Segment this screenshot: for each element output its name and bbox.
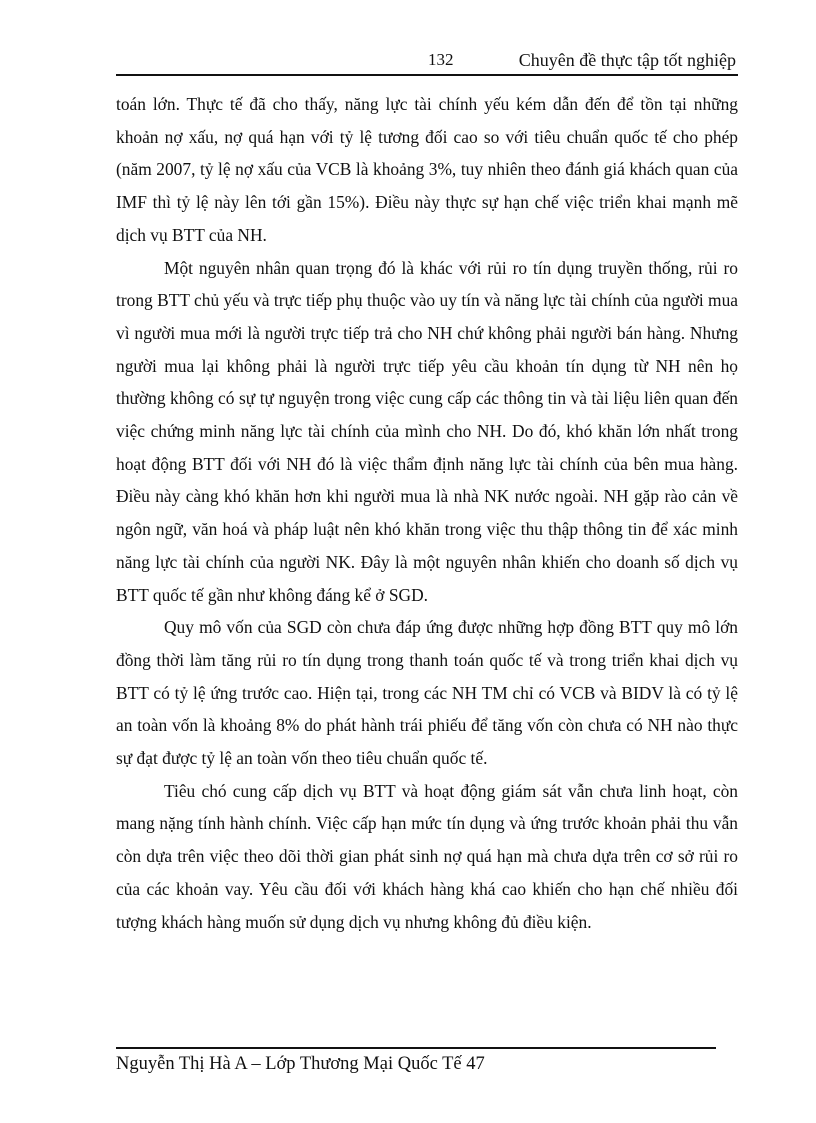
footer-author-line: Nguyễn Thị Hà A – Lớp Thương Mại Quốc Tế 47	[116, 1054, 485, 1074]
paragraph: Quy mô vốn của SGD còn chưa đáp ứng được những hợp đồng BTT quy mô lớn đồng thời làm tăng rủi ro tín dụng trong thanh toán quốc tế và trong triển khai dịch vụ BTT có tỷ lệ ứng trước cao. Hiện tại, trong các NH TM chỉ có VCB và BIDV là có tỷ lệ an toàn vốn là khoảng 8% do phát hành trái phiếu để tăng vốn còn chưa có NH nào thực sự đạt được tỷ lệ an toàn vốn theo tiêu chuẩn quốc tế.	[116, 617, 738, 769]
body-text	[116, 88, 738, 938]
page-number: 132	[428, 50, 454, 69]
paragraph: Một nguyên nhân quan trọng đó là khác với rủi ro tín dụng truyền thống, rủi ro trong BTT chủ yếu và trực tiếp phụ thuộc vào uy tín và năng lực tài chính của người mua vì người mua mới là người trực tiếp trả cho NH chứ không phải người bán hàng. Nhưng người mua lại không phải là người trực tiếp yêu cầu khoản tín dụng từ NH nên họ thường không có sự tự nguyện trong việc cung cấp các thông tin và tài liệu liên quan đến việc chứng minh năng lực tài chính của mình cho NH. Do đó, khó khăn lớn nhất trong hoạt động BTT đối với NH đó là việc thẩm định năng lực tài chính của bên mua hàng. Điều này càng khó khăn hơn khi người mua là nhà NK nước ngoài. NH gặp rào cản về ngôn ngữ, văn hoá và pháp luật nên khó khăn trong việc thu thập thông tin để xác minh năng lực tài chính của người NK. Đây là một nguyên nhân khiến cho doanh số dịch vụ BTT quốc tế gần như không đáng kể ở SGD.	[116, 257, 738, 605]
paragraph-continuation: toán lớn. Thực tế đã cho thấy, năng lực tài chính yếu kém dẫn đến để tồn tại những khoản nợ xấu, nợ quá hạn với tỷ lệ tương đối cao so với tiêu chuẩn quốc tế cho phép (năm 2007, tỷ lệ nợ xấu của VCB là khoảng 3%, tuy nhiên theo đánh giá khách quan của IMF thì tỷ lệ này lên tới gần 15%). Điều này thực sự hạn chế việc triển khai mạnh mẽ dịch vụ BTT của NH.	[116, 94, 738, 245]
running-title: Chuyên đề thực tập tốt nghiệp	[518, 50, 736, 70]
paragraph: Tiêu chó cung cấp dịch vụ BTT và hoạt động giám sát vẫn chưa linh hoạt, còn mang nặng tính hành chính. Việc cấp hạn mức tín dụng và ứng trước khoản phải thu vẫn còn dựa trên việc theo dõi thời gian phát sinh nợ quá hạn mà chưa dựa trên cơ sở rủi ro của các khoản vay. Yêu cầu đối với khách hàng khá cao khiến cho hạn chế nhiều đối tượng khách hàng muốn sử dụng dịch vụ nhưng không đủ điều kiện.	[116, 780, 738, 932]
footer-divider	[116, 1047, 716, 1049]
page-header	[116, 48, 738, 76]
